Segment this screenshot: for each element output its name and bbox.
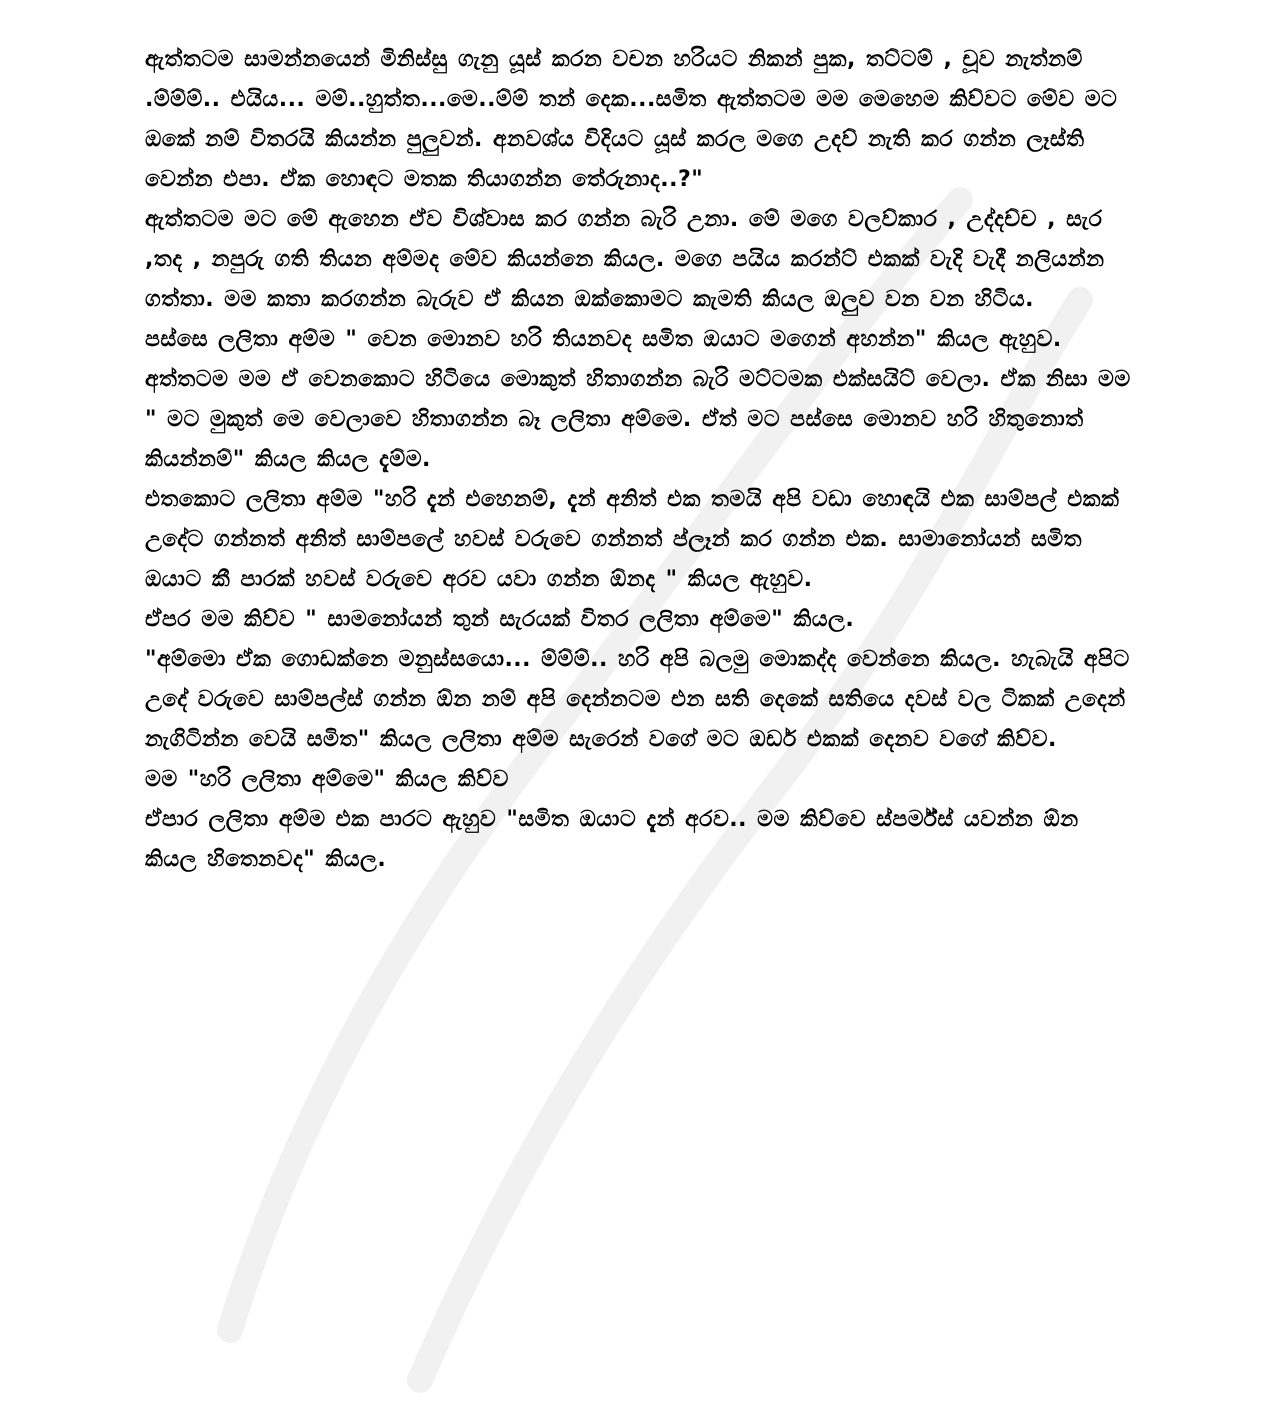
- paragraph-2: ඇත්තටම මට මේ ඇහෙන ඒව විශ්වාස කර ගන්න බැරි උනා. මේ මගෙ වලව්කාර , උද්දච්ච , සැර ,තද , නපුරු ගති තියන අම්මද මේව කියන්නෙ කියල. මගෙ පයිය කරන්ට් එකක් වැදි වැදී නලියන්න ගත්තා. මම කතා කරගන්න බැරුව ඒ කියන ඔක්කොමට කැමති කියල ඔලුව වන වන හිටිය.: [145, 207, 1105, 312]
- paragraph-5: එතකොට ලලිතා අම්ම "හරි දැන් එහෙනම්, දැන් අනිත් එක තමයි අපි වඩා හොඳයි එක සාම්පල් එකක් උදේට ගන්නත් අනිත් සාම්පලේ හවස් වරුවෙ ගන්නත් ප්ලෑන් කර ගන්න එක. සාමානෝයන් සමිත ඔයාට කී පාරක් හවස් වරුවෙ අරව යවා ගන්න ඕනද " කියල ඇහුව.: [145, 487, 1120, 592]
- paragraph-7: "අම්මො ඒක ගොඩක්නෙ මනුස්සයො... ම්ම්ම්.. හරි අපි බලමු මොකද්ද වෙන්නෙ කියල. හැබැයි අපිට උදේ වරුවෙ සාම්පල්ස් ගන්න ඕන නම් අපි දෙන්නටම එන සති දෙකේ සතියෙ දවස් වල ටිකක් උදෙන් නැගිටින්න වෙයි සමිත" කියල ලලිතා අම්ම සැරෙන් වගේ මට ඔඩර් එකක් දෙනව වගේ කිව්ව.: [145, 647, 1130, 752]
- paragraph-1: ඇත්තටම සාමන්නයෙන් මිනිස්සු ගැනු යූස් කරන වචන හරියට නිකන් පුක, තට්ටම් , චූව නැත්නම් .ම්ම්ම්.. එයිය... මම්..හුත්ත...මෙ..ම්ම් තන් දෙක...සමිත ඇත්තටම මම මෙහෙම කිව්වට මේව මට ඔකේ නම් විතරයි කියන්න පුලුවන්. අනවශ්ය විදියට යූස් කරල මගෙ උදව් නැති කර ගන්න ලෑස්ති වෙන්න එපා. ඒක හොඳට මතක තියාගන්න තේරුනාද..?": [145, 47, 1118, 192]
- story-text: [145, 40, 1135, 880]
- paragraph-3: පස්සෙ ලලිතා අම්ම " වෙන මොනව හරි තියනවද සමිත ඔයාට මගෙන් අහන්න" කියල ඇහුව.: [145, 327, 1062, 352]
- paragraph-9: ඒපාර ලලිතා අම්ම එක පාරට ඇහුව "සමිත ඔයාට දැන් අරව.. මම කිව්වෙ ස්පර්ම්ස් යවන්න ඕන කියල හිතෙනවද" කියල.: [145, 807, 1079, 872]
- paragraph-8: මම "හරි ලලිතා අම්මෙ" කියල කිව්ව: [145, 767, 509, 792]
- paragraph-4: අත්තටම මම ඒ වෙනකොට හිටියෙ මොකුත් හිතාගන්න බැරි මට්ටමක එක්සයිට් වෙලා. ඒක නිසා මම " මට මුකුත් මෙ වෙලාවෙ හිතාගන්න බෑ ලලිතා අම්මෙ. ඒත් මට පස්සෙ මොනව හරි හිතුනොත් කියන්නම්" කියල කියල දැම්ම.: [145, 367, 1131, 472]
- paragraph-6: ඒපර මම කිව්ව " සාමනෝයන් තුන් සැරයක් විතර ලලිතා අම්මෙ" කියල.: [145, 607, 855, 632]
